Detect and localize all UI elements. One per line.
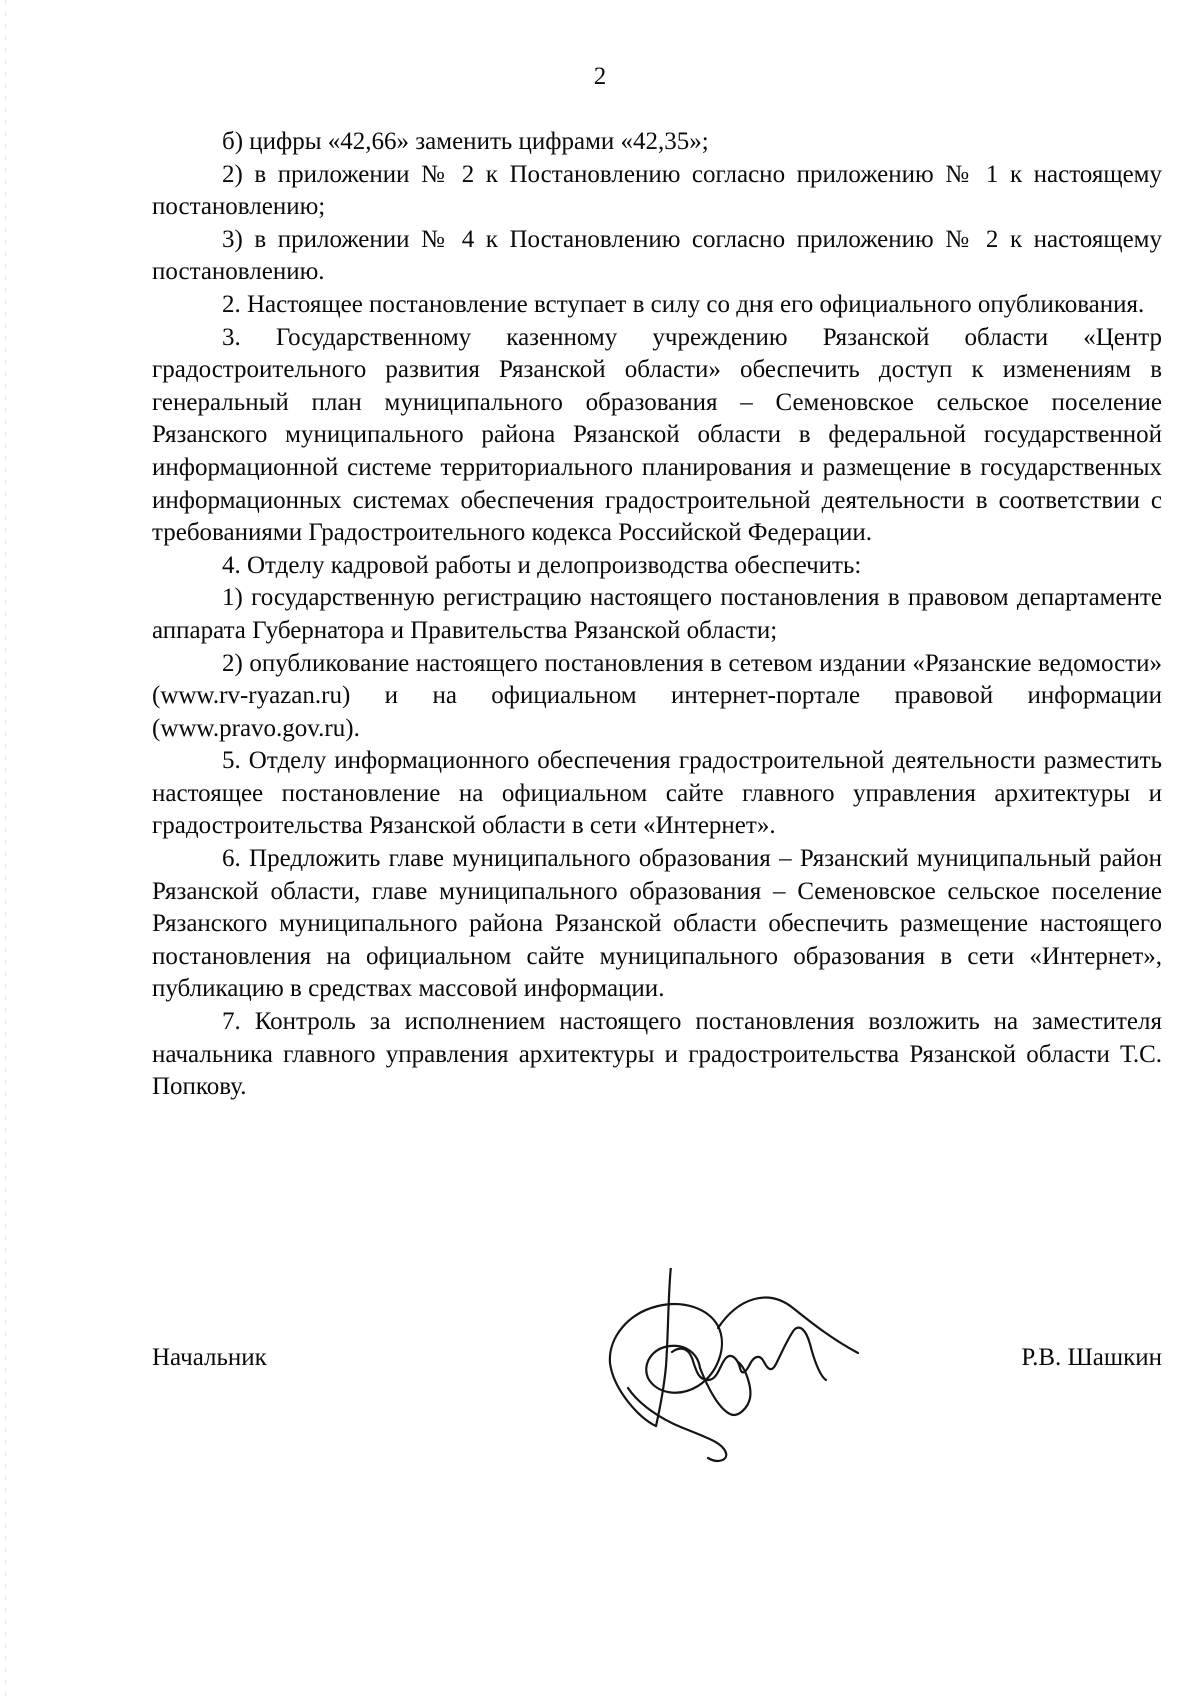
paragraph-point-6: 6. Предложить главе муниципального образования – Рязанский муниципальный район Рязанской области, главе муниципального образования – Семеновское сельское поселение Рязанского муниципального района Рязанской области обеспечить размещение настоящего постановления на официальном сайте муниципального образования в сети «Интернет», публикацию в средствах массовой информации. [152,845,1162,1003]
paragraph-point-2: 2. Настоящее постановление вступает в силу со дня его официального опубликования. [222,290,1145,318]
paragraph-point-7: 7. Контроль за исполнением настоящего постановления возложить на заместителя начальника главного управления архитектуры и градостроительства Рязанской области Т.С. Попкову. [152,1008,1162,1101]
paragraph-point-3: 3. Государственному казенному учреждению Рязанской области «Центр градостроительного развития Рязанской области» обеспечить доступ к изменениям в генеральный план муниципального образования – Семеновское сельское поселение Рязанского муниципального района Рязанской области в федеральной государственной информационной системе территориального планирования и размещение в государственных информационных системах обеспечения градостроительной деятельности в соответствии с требованиями Градостроительного кодекса Российской Федерации. [152,323,1162,547]
scan-edge [5,0,6,1697]
handwritten-signature [568,1268,908,1468]
signatory-title: Начальник [152,1344,267,1371]
paragraph-item-3: 3) в приложении № 4 к Постановлению согласно приложению № 2 к настоящему постановлению. [152,225,1162,286]
paragraph-point-4: 4. Отделу кадровой работы и делопроизводства обеспечить: [222,551,862,579]
paragraph-item-b: б) цифры «42,66» заменить цифрами «42,35»; [222,128,709,155]
paragraph-point-4-sub-2: 2) опубликование настоящего постановления в сетевом издании «Рязанские ведомости» (www.rv-ryazan.ru) и на официальном интернет-портале правовой информации (www.pravo.gov.ru). [152,649,1162,742]
paragraph-point-5: 5. Отделу информационного обеспечения градостроительной деятельности разместить настоящее постановление на официальном сайте главного управления архитектуры и градостроительства Рязанской области в сети «Интернет». [152,747,1162,840]
document-body [152,126,1162,1104]
page-number: 2 [593,63,607,90]
paragraph-item-2: 2) в приложении № 2 к Постановлению согласно приложению № 1 к настоящему постановлению; [152,160,1162,221]
signatory-name: Р.В. Шашкин [1021,1344,1162,1371]
paragraph-point-4-sub-1: 1) государственную регистрацию настоящего постановления в правовом департаменте аппарата Губернатора и Правительства Рязанской области; [152,584,1162,644]
